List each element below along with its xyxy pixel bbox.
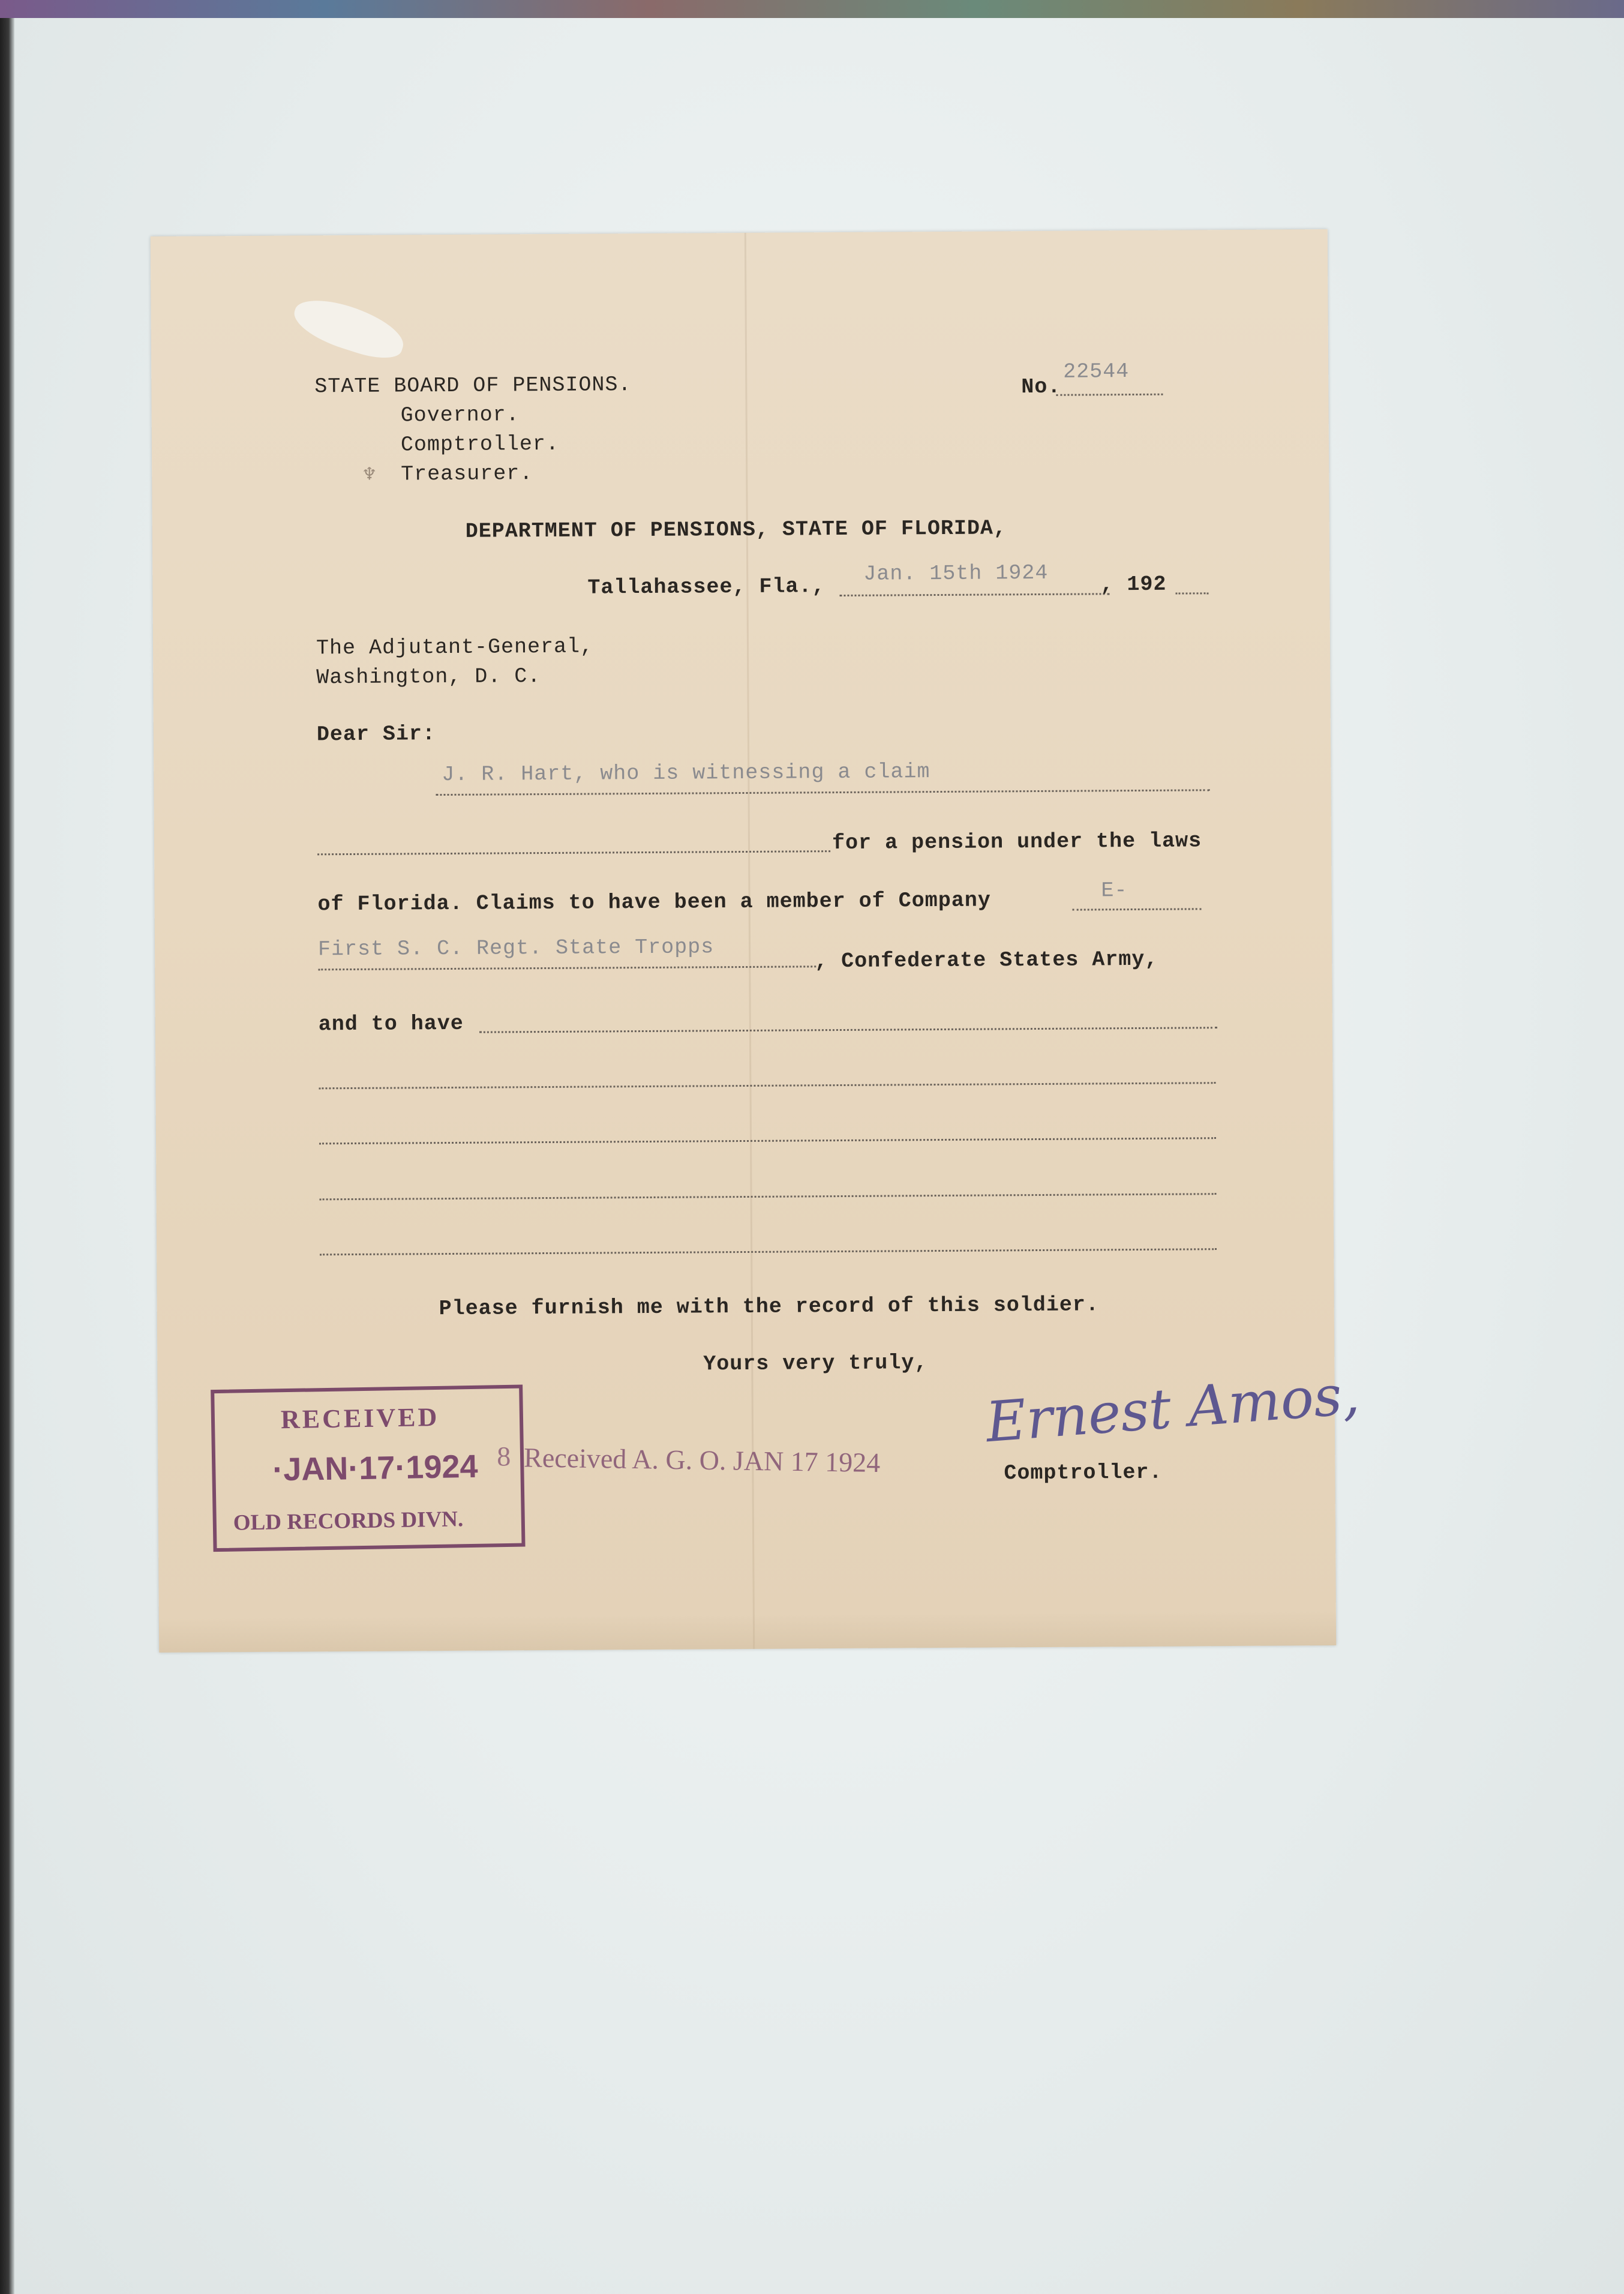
addressee-line1: The Adjutant-General, <box>316 634 594 661</box>
service-blank-line-2 <box>319 1082 1215 1089</box>
regiment-typed: First S. C. Regt. State Tropps <box>317 935 715 962</box>
regiment-blank-line <box>318 965 816 970</box>
company-typed: E- <box>1101 878 1128 903</box>
service-blank-line-5 <box>320 1248 1217 1255</box>
request-text: Please furnish me with the record of this soldier. <box>439 1293 1100 1321</box>
date-blank-line <box>839 593 1109 596</box>
received-stamp-division: OLD RECORDS DIVN. <box>233 1507 464 1536</box>
addressee-line2: Washington, D. C. <box>316 664 541 690</box>
dateline-year: , 192 <box>1100 572 1167 597</box>
paper-fold <box>745 233 755 1649</box>
claimant-typed: J. R. Hart, who is witnessing a claim <box>442 760 930 787</box>
and-to-have-text: and to have <box>318 1011 464 1037</box>
member-treasurer: Treasurer. <box>401 461 533 487</box>
salutation: Dear Sir: <box>316 722 436 747</box>
ink-mark: ♆ <box>363 463 377 488</box>
scan-color-bar <box>0 0 1624 18</box>
closing-text: Yours very truly, <box>703 1351 928 1377</box>
member-comptroller: Comptroller. <box>400 431 560 457</box>
board-heading: STATE BOARD OF PENSIONS. <box>314 373 632 399</box>
company-blank-line <box>1073 908 1202 910</box>
paper-damage <box>289 291 410 365</box>
document-page <box>151 229 1362 1653</box>
pension-text: for a pension under the laws <box>831 829 1202 856</box>
received-stamp-title: RECEIVED <box>280 1402 440 1435</box>
florida-text: of Florida. Claims to have been a member of Company <box>317 888 991 917</box>
scan-left-edge <box>0 18 14 2294</box>
service-blank-line-3 <box>319 1137 1216 1144</box>
received-stamp <box>211 1385 525 1552</box>
claimant-blank-line <box>436 789 1209 796</box>
comptroller-title: Comptroller. <box>1004 1460 1163 1486</box>
pension-number: 22544 <box>1063 359 1130 384</box>
received-stamp-date: ·JAN·17·1924 <box>272 1448 479 1488</box>
dateline-date: Jan. 15th 1924 <box>863 560 1049 586</box>
number-label: No. <box>1021 374 1061 400</box>
army-text: , Confederate States Army, <box>815 947 1158 974</box>
department-heading: DEPARTMENT OF PENSIONS, STATE OF FLORIDA, <box>465 516 1007 544</box>
paper-crease <box>159 1609 1336 1653</box>
ago-received-stamp: Received A. G. O. JAN 17 1924 <box>523 1442 881 1479</box>
number-blank-line <box>1056 394 1163 396</box>
signature: Ernest Amos, <box>983 1362 1362 1455</box>
claim-blank-line <box>317 850 830 855</box>
dateline-place: Tallahassee, Fla., <box>587 574 825 600</box>
year-blank-line <box>1175 592 1208 594</box>
stamp-mark: 8 <box>497 1441 511 1472</box>
service-blank-line-4 <box>320 1193 1217 1200</box>
member-governor: Governor. <box>400 403 520 428</box>
service-blank-line-1 <box>479 1027 1217 1033</box>
